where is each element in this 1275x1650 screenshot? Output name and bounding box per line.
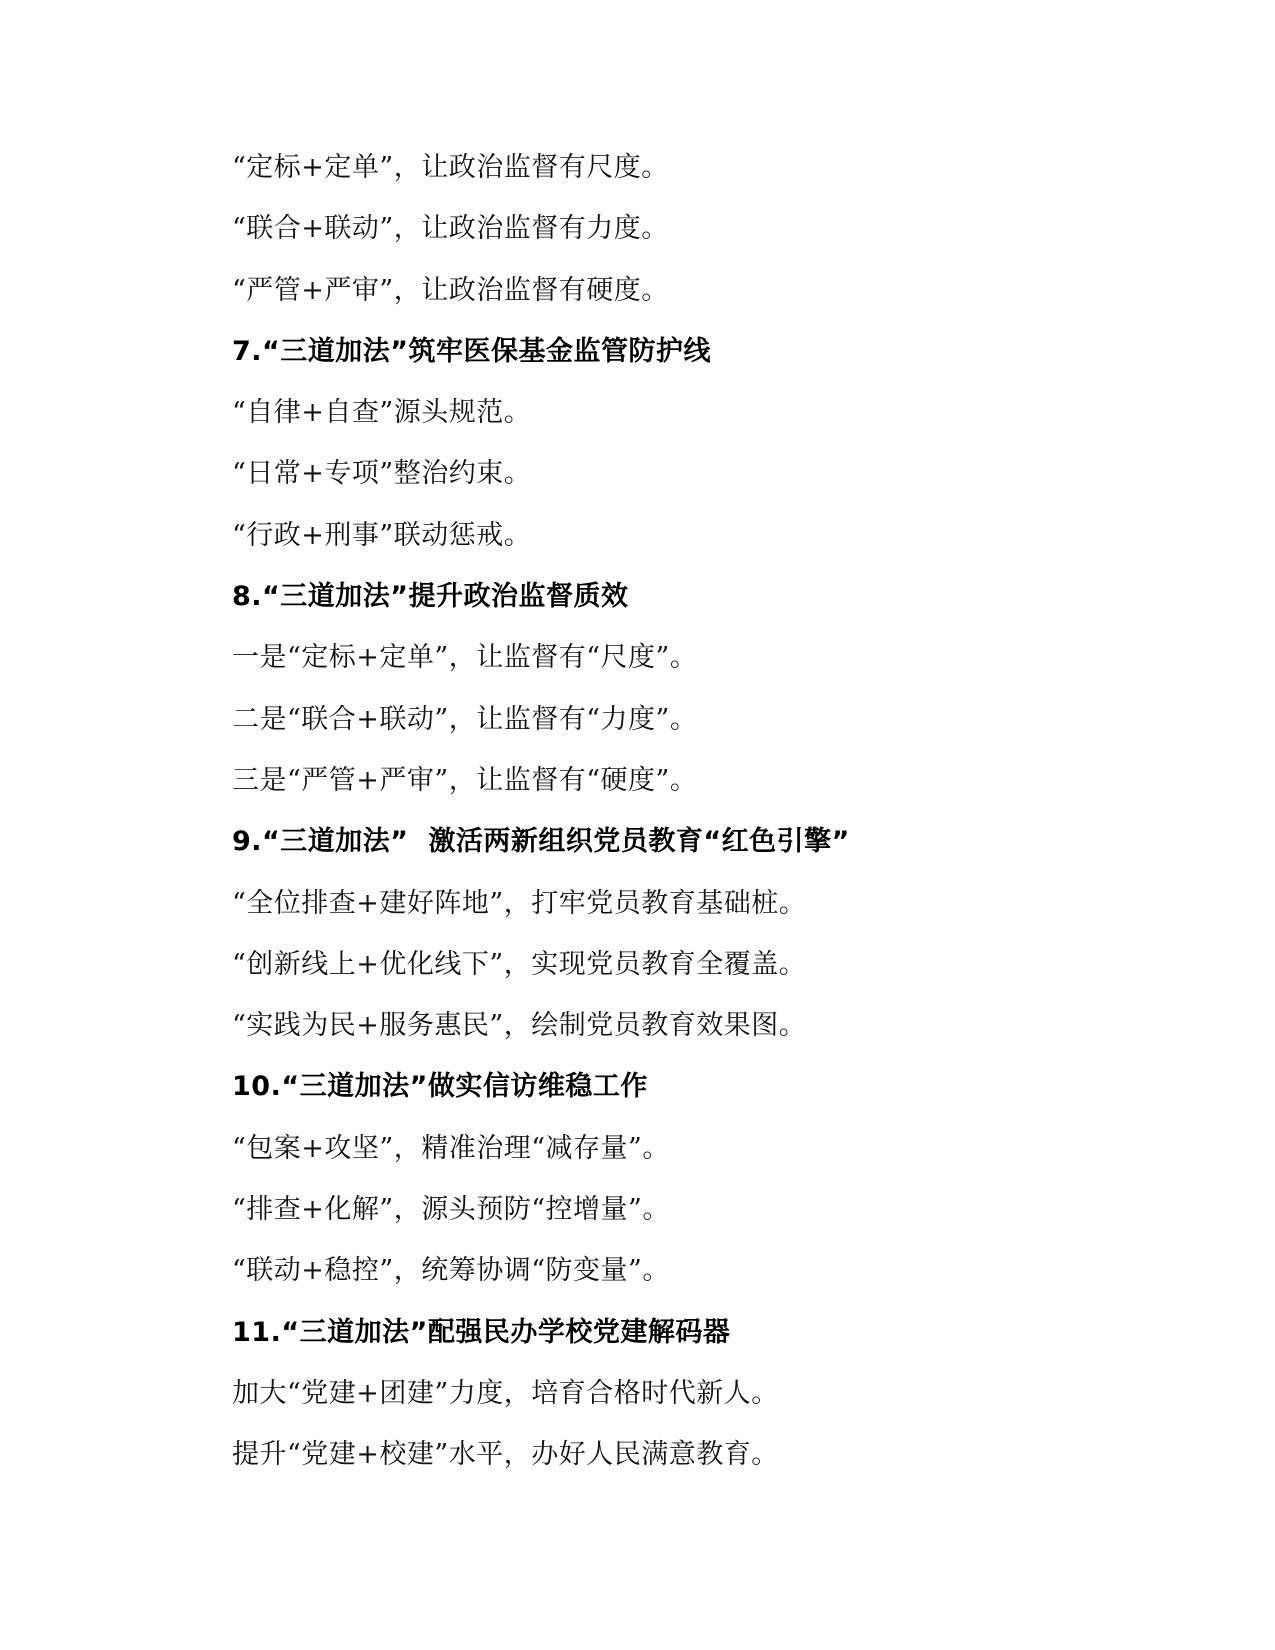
list-item: “定标+定单”，让政治监督有尺度。	[232, 152, 669, 183]
list-item: 提升“党建+校建”水平，办好人民满意教育。	[232, 1439, 779, 1471]
list-item: “包案+攻坚”，精准治理“减存量”。	[232, 1132, 670, 1164]
list-item: 三是“严管+严审”，让监督有“硬度”。	[232, 764, 698, 796]
list-item: “创新线上+优化线下”，实现党员教育全覆盖。	[232, 948, 807, 980]
list-item: “严管+严审”，让政治监督有硬度。	[232, 274, 669, 306]
list-item: 一是“定标+定单”，让监督有“尺度”。	[232, 642, 698, 674]
list-item: “排查+化解”，源头预防“控增量”。	[232, 1194, 670, 1226]
list-item: “实践为民+服务惠民”，绘制党员教育效果图。	[232, 1010, 807, 1042]
section-heading: 7.“三道加法”筑牢医保基金监管防护线	[232, 335, 712, 367]
section-heading: 10.“三道加法”做实信访维稳工作	[232, 1071, 648, 1103]
section-heading: 11.“三道加法”配强民办学校党建解码器	[232, 1316, 731, 1348]
document-body	[232, 137, 1132, 1486]
list-item: “全位排查+建好阵地”，打牢党员教育基础桩。	[232, 887, 807, 919]
list-item: “联动+稳控”，统筹协调“防变量”。	[232, 1255, 670, 1287]
list-item: 二是“联合+联动”，让监督有“力度”。	[232, 703, 698, 735]
list-item: “联合+联动”，让政治监督有力度。	[232, 213, 669, 245]
list-item: “行政+刑事”联动惩戒。	[232, 519, 532, 551]
list-item: 加大“党建+团建”力度，培育合格时代新人。	[232, 1377, 779, 1409]
section-heading: 9.“三道加法” 激活两新组织党员教育“红色引擎”	[232, 826, 850, 858]
list-item: “自律+自查”源头规范。	[232, 397, 532, 429]
section-heading: 8.“三道加法”提升政治监督质效	[232, 581, 629, 613]
list-item: “日常+专项”整治约束。	[232, 458, 532, 490]
